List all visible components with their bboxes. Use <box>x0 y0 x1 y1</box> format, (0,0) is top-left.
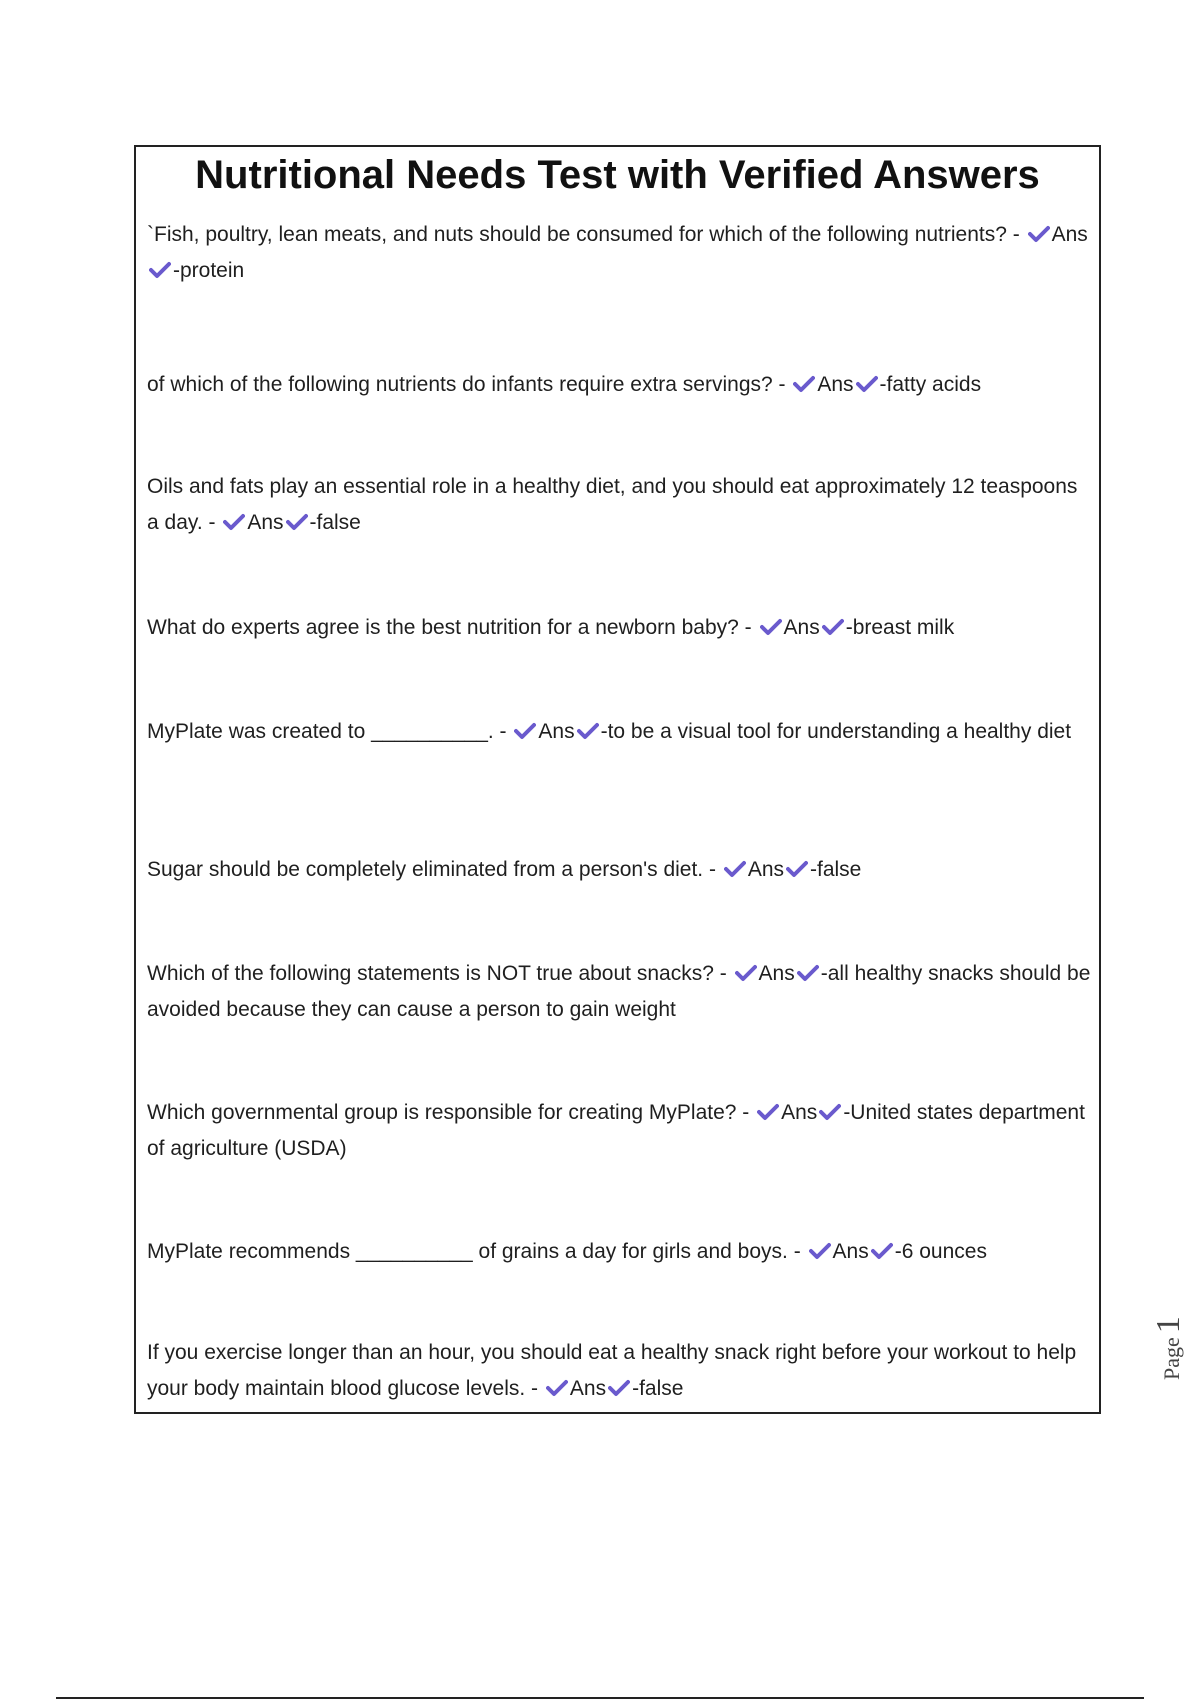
checkmark-icon <box>856 375 878 393</box>
qa-item-1 <box>147 217 1092 289</box>
document-frame <box>134 145 1101 1414</box>
qa-item-6 <box>147 852 1092 888</box>
qa-item-2 <box>147 367 1092 403</box>
qa-item-3 <box>147 469 1092 541</box>
checkmark-icon <box>735 964 757 982</box>
page-number-label: Page <box>1159 1337 1184 1380</box>
qa-item-4 <box>147 610 1092 646</box>
question-text: `Fish, poultry, lean meats, and nuts should be consumed for which of the following nutrients? - <box>147 223 1026 246</box>
checkmark-icon <box>514 722 536 740</box>
ans-label: Ans <box>747 858 784 881</box>
checkmark-icon <box>286 513 308 531</box>
question-text: Which of the following statements is NOT true about snacks? - <box>147 962 733 985</box>
answer-text: -fatty acids <box>879 373 982 396</box>
ans-label: Ans <box>538 720 575 743</box>
answer-text: -6 ounces <box>894 1240 987 1263</box>
document-title: Nutritional Needs Test with Verified Answers <box>195 153 1040 197</box>
answer-text: -false <box>632 1377 684 1400</box>
checkmark-icon <box>809 1242 831 1260</box>
checkmark-icon <box>546 1379 568 1397</box>
checkmark-icon <box>608 1379 630 1397</box>
answer-text: -all healthy snacks should be avoided because they can cause a person to gain weight <box>147 962 1091 1021</box>
ans-label: Ans <box>781 1101 818 1124</box>
qa-item-7 <box>147 956 1092 1028</box>
question-text: Sugar should be completely eliminated from a person's diet. - <box>147 858 722 881</box>
checkmark-icon <box>149 261 171 279</box>
answer-text: -protein <box>173 259 245 282</box>
ans-label: Ans <box>783 616 820 639</box>
answer-text: -false <box>309 511 361 534</box>
checkmark-icon <box>577 722 599 740</box>
ans-label: Ans <box>247 511 284 534</box>
qa-item-9 <box>147 1234 1092 1270</box>
answer-text: -false <box>810 858 862 881</box>
footer-rule <box>56 1697 1144 1699</box>
question-text: Which governmental group is responsible for creating MyPlate? - <box>147 1101 756 1124</box>
checkmark-icon <box>757 1103 779 1121</box>
checkmark-icon <box>871 1242 893 1260</box>
checkmark-icon <box>1028 225 1050 243</box>
answer-text: -United states department of agriculture (USDA) <box>147 1101 1085 1160</box>
answer-text: -breast milk <box>845 616 955 639</box>
ans-label: Ans <box>758 962 795 985</box>
question-text: MyPlate recommends __________ of grains a day for girls and boys. - <box>147 1240 807 1263</box>
checkmark-icon <box>819 1103 841 1121</box>
checkmark-icon <box>724 860 746 878</box>
ans-label: Ans <box>1051 223 1088 246</box>
question-text: Oils and fats play an essential role in a healthy diet, and you should eat approximately 12 teaspoons a day. - <box>147 475 1078 534</box>
page-number <box>1150 1316 1188 1380</box>
ans-label: Ans <box>832 1240 869 1263</box>
page-number-value: 1 <box>1150 1316 1187 1334</box>
answer-text: -to be a visual tool for understanding a healthy diet <box>600 720 1072 743</box>
ans-label: Ans <box>817 373 854 396</box>
qa-item-10 <box>147 1335 1092 1407</box>
checkmark-icon <box>760 618 782 636</box>
question-text: If you exercise longer than an hour, you should eat a healthy snack right before your workout to help your body maintain blood glucose levels. - <box>147 1341 1077 1400</box>
checkmark-icon <box>223 513 245 531</box>
ans-label: Ans <box>569 1377 607 1400</box>
question-text: MyPlate was created to __________. - <box>147 720 513 743</box>
question-text: What do experts agree is the best nutrition for a newborn baby? - <box>147 616 758 639</box>
qa-item-5 <box>147 714 1092 750</box>
question-text: of which of the following nutrients do infants require extra servings? - <box>147 373 792 396</box>
qa-item-8 <box>147 1095 1092 1167</box>
checkmark-icon <box>786 860 808 878</box>
checkmark-icon <box>793 375 815 393</box>
checkmark-icon <box>822 618 844 636</box>
checkmark-icon <box>797 964 819 982</box>
